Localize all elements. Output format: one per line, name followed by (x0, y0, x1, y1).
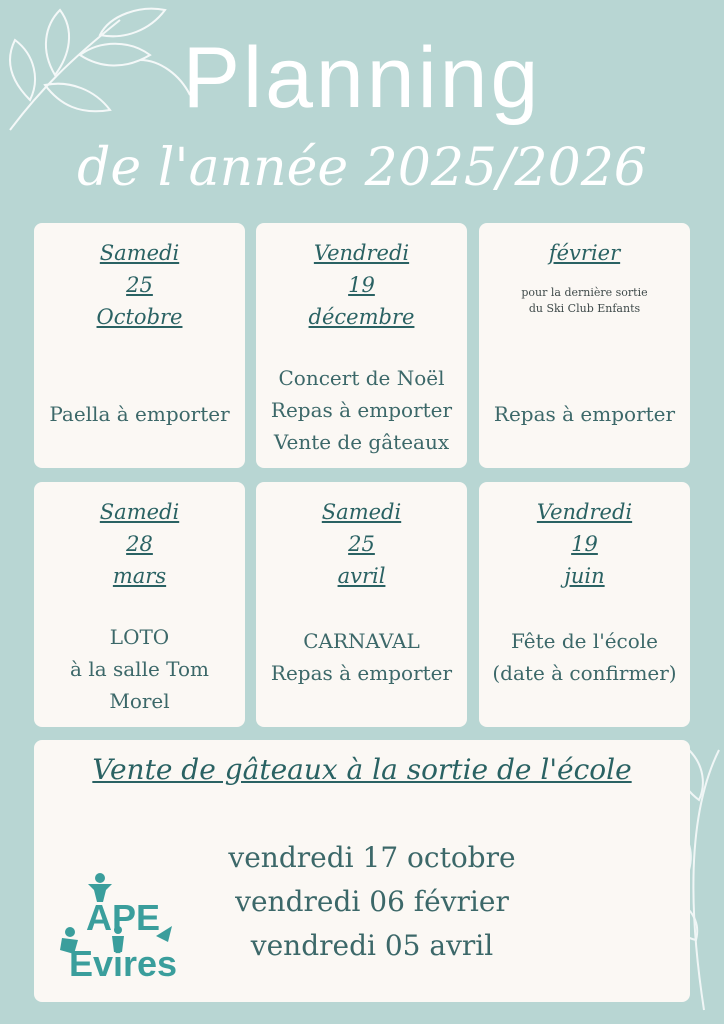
event-line: Fête de l'école (510, 629, 659, 653)
event-line: LOTO (109, 625, 170, 649)
event-line: Morel (109, 689, 170, 713)
page-subtitle: de l'année 2025/2026 (77, 138, 647, 198)
event-day: Vendredi (536, 500, 633, 524)
event-date (34, 237, 245, 333)
event-day: Samedi (99, 241, 180, 265)
event-line: Concert de Noël (278, 366, 445, 390)
event-month: Octobre (96, 305, 183, 329)
event-day: Vendredi (313, 241, 410, 265)
event-day-number: 25 (348, 532, 375, 556)
event-description (479, 398, 690, 430)
cake-sales-date: vendredi 05 avril (250, 929, 494, 962)
event-month: avril (337, 564, 386, 588)
event-card (34, 482, 245, 727)
event-line: Repas à emporter (270, 398, 453, 422)
event-line: Repas à emporter (270, 661, 453, 685)
event-line: à la salle Tom (70, 657, 209, 681)
cake-sales-dates (164, 836, 580, 968)
event-day-number: 28 (126, 532, 153, 556)
event-line: Repas à emporter (493, 402, 676, 426)
cake-sales-date: vendredi 06 février (235, 885, 509, 918)
event-month: février (548, 241, 621, 265)
event-description (34, 398, 245, 430)
event-day: Samedi (99, 500, 180, 524)
event-day-number: 19 (571, 532, 598, 556)
event-description (34, 621, 245, 717)
event-line: Vente de gâteaux (273, 430, 450, 454)
cake-sales-card (34, 740, 690, 1002)
event-date (479, 496, 690, 592)
event-card (256, 223, 467, 468)
cake-sales-date: vendredi 17 octobre (228, 841, 516, 874)
page-title: Planning (182, 30, 542, 126)
event-note-line: du Ski Club Enfants (528, 302, 641, 315)
event-description (256, 362, 467, 458)
event-date (256, 496, 467, 592)
event-date (34, 496, 245, 592)
event-date (256, 237, 467, 333)
logo-line-2: Evires (68, 943, 178, 984)
event-day-number: 19 (348, 273, 375, 297)
event-day: Samedi (321, 500, 402, 524)
cake-sales-title: Vente de gâteaux à la sortie de l'école (92, 753, 632, 786)
event-note-line: pour la dernière sortie (521, 286, 648, 299)
event-line: Paella à emporter (49, 402, 230, 426)
event-date (479, 237, 690, 269)
ape-logo (48, 870, 198, 984)
event-day-number: 25 (126, 273, 153, 297)
event-description (256, 625, 467, 689)
event-card (256, 482, 467, 727)
event-description (479, 625, 690, 689)
event-card (479, 223, 690, 468)
event-line: CARNAVAL (303, 629, 420, 653)
event-note (479, 285, 690, 317)
event-card (34, 223, 245, 468)
event-month: mars (112, 564, 167, 588)
event-month: décembre (308, 305, 415, 329)
event-month: juin (564, 564, 605, 588)
logo-line-1: APE (85, 897, 161, 938)
event-line: (date à confirmer) (492, 661, 677, 685)
event-card (479, 482, 690, 727)
